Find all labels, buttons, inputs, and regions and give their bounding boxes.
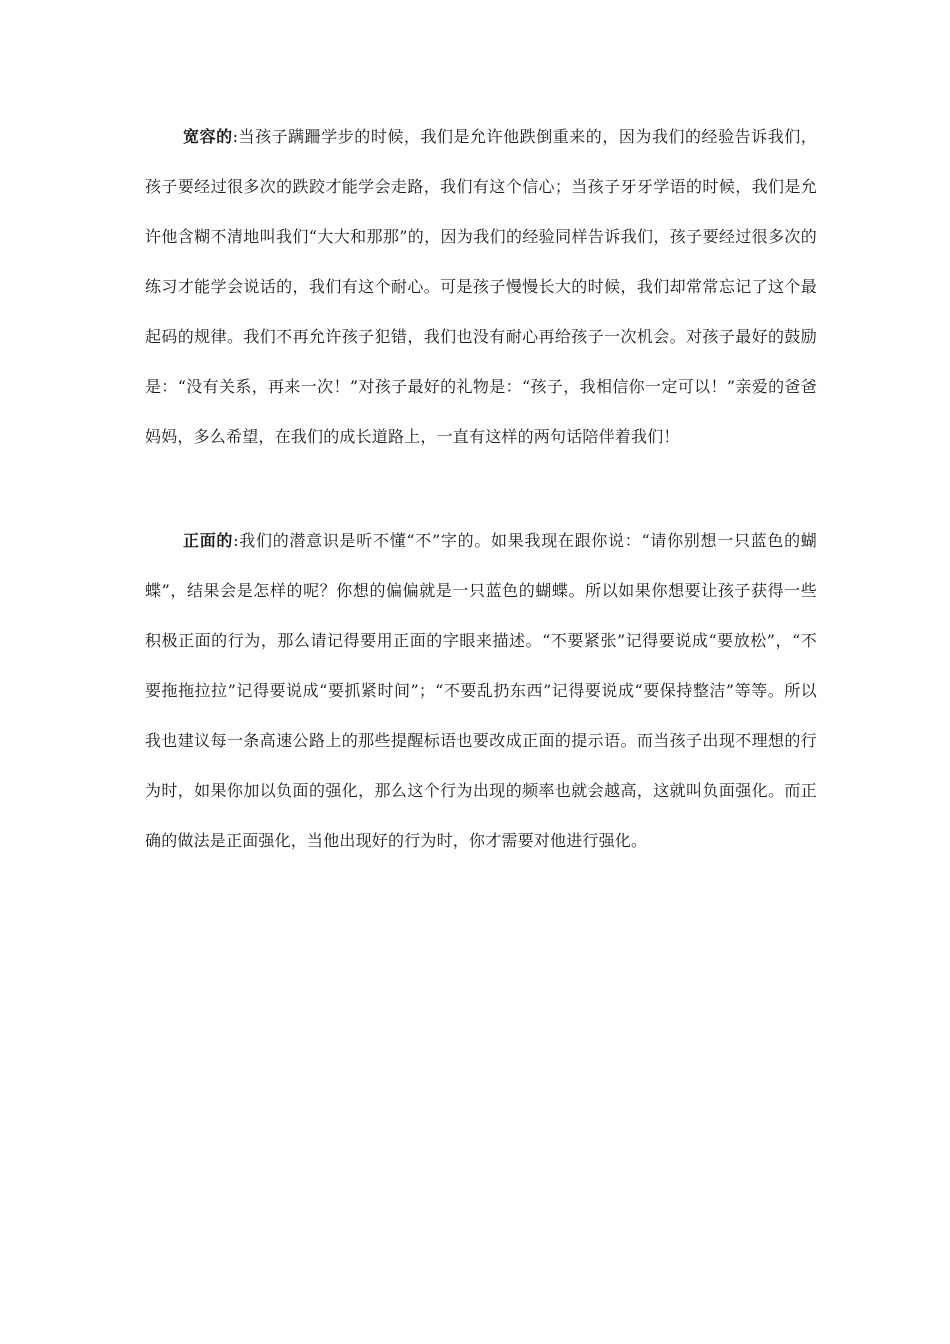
- paragraph-body: 我们的潜意识是听不懂“不”字的。如果我现在跟你说：“请你别想一只蓝色的蝴蝶”，结果会是怎样的呢？你想的偏偏就是一只蓝色的蝴蝶。所以如果你想要让孩子获得一些积极正面的行为，那么请记得要用正面的字眼来描述。“不要紧张”记得要说成“要放松”，“不要拖拖拉拉”记得要说成“要抓紧时间”；“不要乱扔东西”记得要说成“要保持整洁”等等。所以我也建议每一条高速公路上的那些提醒标语也要改成正面的提示语。而当孩子出现不理想的行为时，如果你加以负面的强化，那么这个行为出现的频率也就会越高，这就叫负面强化。而正确的做法是正面强化，当他出现好的行为时，你才需要对他进行强化。: [145, 531, 817, 850]
- paragraph-heading: 宽容的: [183, 127, 233, 146]
- paragraph-heading: 正面的: [183, 531, 234, 550]
- heading-colon: :: [232, 127, 239, 146]
- paragraph-positive: [145, 516, 817, 866]
- heading-colon: :: [233, 531, 239, 550]
- paragraph-body: 当孩子蹒跚学步的时候，我们是允许他跌倒重来的，因为我们的经验告诉我们，孩子要经过很多次的跌跤才能学会走路，我们有这个信心；当孩子牙牙学语的时候，我们是允许他含糊不清地叫我们“大大和那那”的，因为我们的经验同样告诉我们，孩子要经过很多次的练习才能学会说话的，我们有这个耐心。可是孩子慢慢长大的时候，我们却常常忘记了这个最起码的规律。我们不再允许孩子犯错，我们也没有耐心再给孩子一次机会。对孩子最好的鼓励是：“没有关系，再来一次！”对孩子最好的礼物是：“孩子，我相信你一定可以！”亲爱的爸爸妈妈，多么希望，在我们的成长道路上，一直有这样的两句话陪伴着我们！: [145, 127, 817, 446]
- paragraph-tolerant: [145, 112, 817, 462]
